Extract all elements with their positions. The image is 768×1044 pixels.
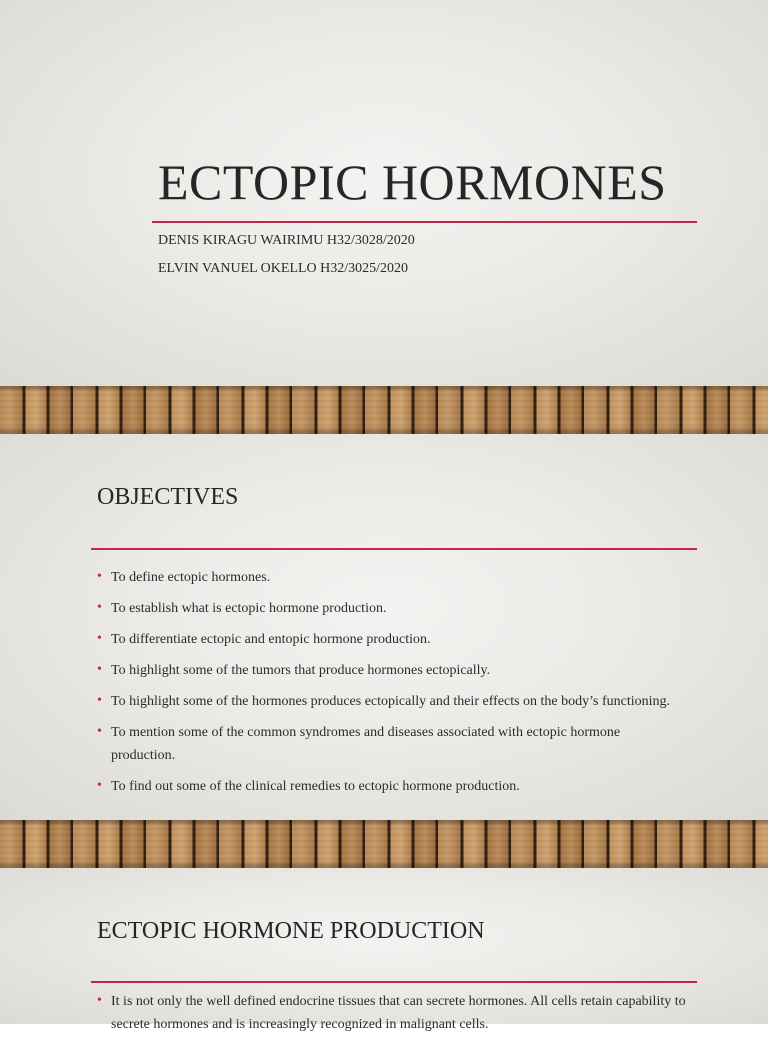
list-item-text: To highlight some of the tumors that produce hormones ectopically. [111,663,491,678]
list-item-text: To mention some of the common syndromes and diseases associated with ectopic hormone production. [111,725,621,763]
bullet-dot-icon: • [97,993,102,1008]
slide-2 [0,434,768,820]
list-item-text: To find out some of the clinical remedies to ectopic hormone production. [111,779,520,794]
content-list [97,990,687,1044]
wood-floor-divider [0,820,768,868]
author-line: ELVIN VANUEL OKELLO H32/3025/2020 [158,261,409,276]
list-item [97,659,687,682]
bullet-dot-icon: • [97,631,102,646]
heading-divider [91,548,697,550]
list-item [97,690,687,713]
bullet-dot-icon: • [97,600,102,615]
list-item [97,597,687,620]
slide-heading: OBJECTIVES [97,484,239,510]
bullet-dot-icon: • [97,662,102,677]
list-item [97,775,687,798]
slide-3 [0,868,768,1032]
author-line: DENIS KIRAGU WAIRIMU H32/3028/2020 [158,233,415,248]
wood-floor-divider [0,386,768,434]
objectives-list [97,566,687,806]
title-divider [152,221,697,223]
list-item [97,721,687,767]
bullet-dot-icon: • [97,778,102,793]
heading-divider [91,981,697,983]
list-item-text: To establish what is ectopic hormone production. [111,601,387,616]
bullet-dot-icon: • [97,724,102,739]
list-item-text: To differentiate ectopic and entopic hormone production. [111,632,431,647]
list-item-text: It is not only the well defined endocrine tissues that can secrete hormones. All cells retain capability to secrete hormones and is increasingly recognized in malignant cells. [111,994,686,1032]
list-item-text: To define ectopic hormones. [111,570,271,585]
list-item-text: To highlight some of the hormones produces ectopically and their effects on the body’s functioning. [111,694,671,709]
slide-heading: ECTOPIC HORMONE PRODUCTION [97,918,485,944]
list-item [97,990,687,1036]
bullet-dot-icon: • [97,569,102,584]
list-item [97,566,687,589]
list-item [97,628,687,651]
slide-title: ECTOPIC HORMONES [158,154,667,210]
bullet-dot-icon: • [97,693,102,708]
slide-1 [0,0,768,386]
